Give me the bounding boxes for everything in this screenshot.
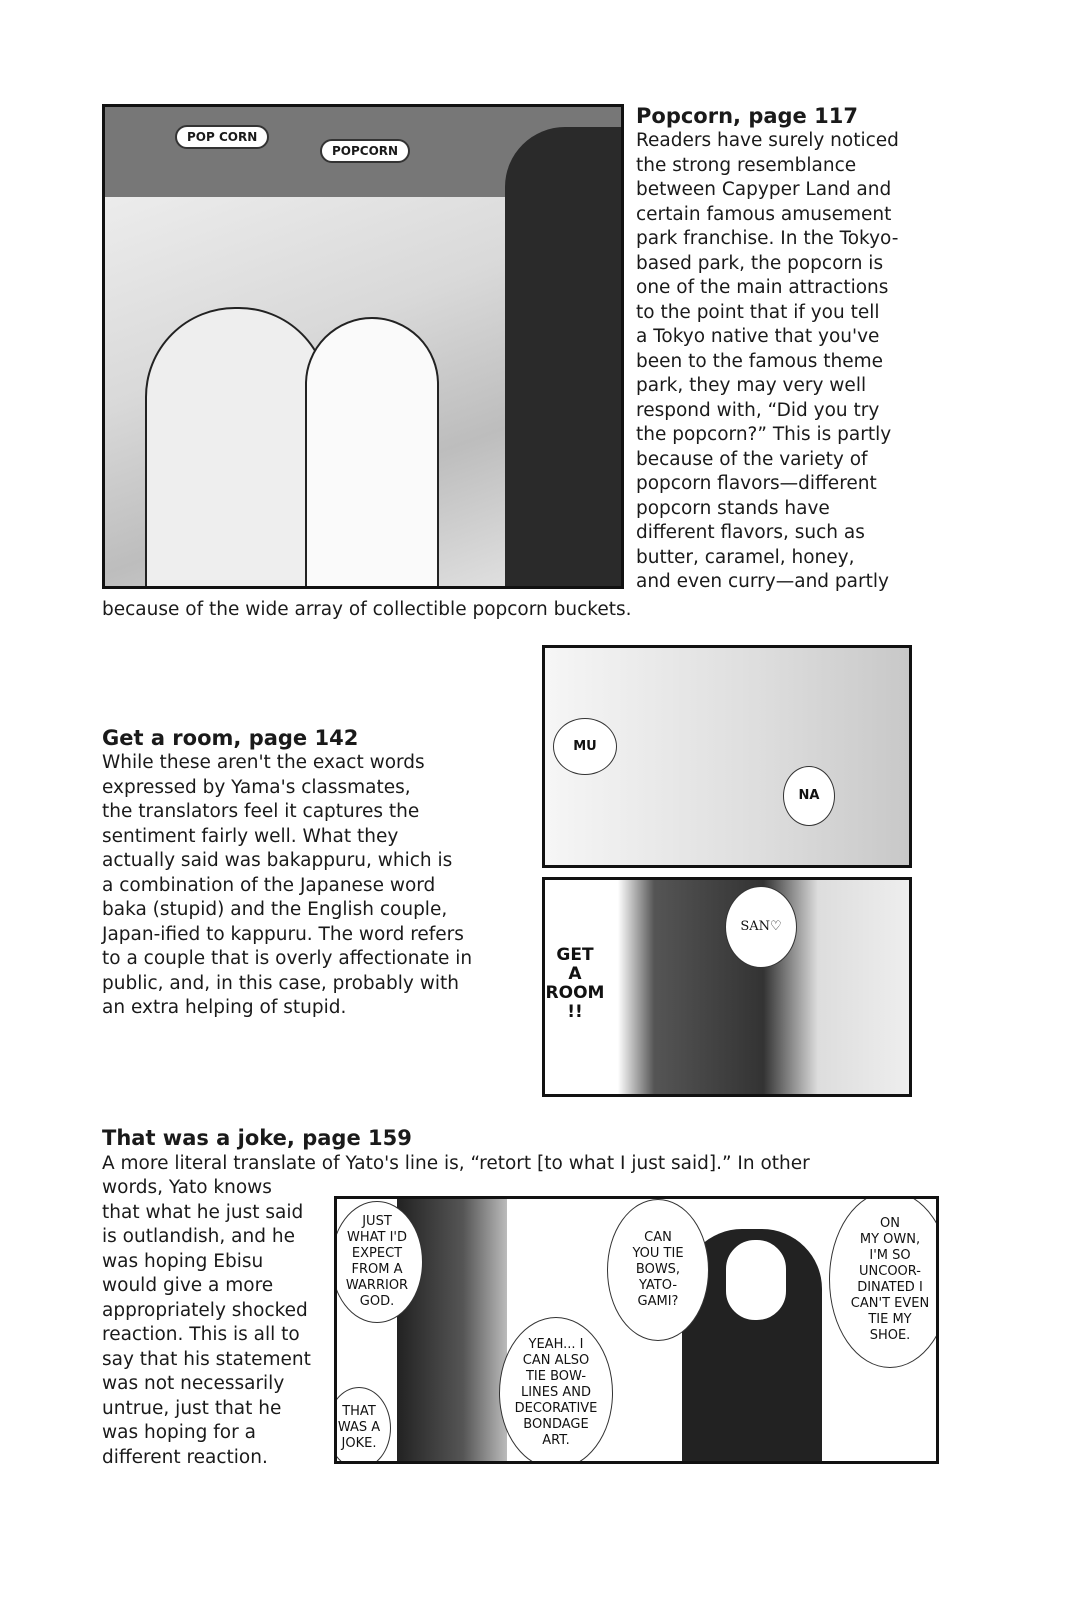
text-line: certain famous amusement	[636, 203, 892, 225]
get-a-room-sfx: GET A ROOM !!	[545, 945, 605, 1022]
text-line: actually said was bakappuru, which is	[102, 850, 453, 871]
text-line: was not necessarily	[102, 1373, 285, 1394]
speech-bubble: JUST WHAT I'D EXPECT FROM A WARRIOR GOD.	[334, 1201, 423, 1323]
note-body-full-line	[102, 598, 631, 623]
get-a-room-panel-top	[542, 645, 912, 868]
speech-bubble: SAN♡	[725, 886, 797, 968]
text-line: public, and, in this case, probably with	[102, 972, 459, 994]
text-line: would give a more	[102, 1275, 274, 1296]
popcorn-manga-panel	[102, 104, 624, 589]
text-line: While these aren't the exact words	[102, 752, 425, 773]
text-line: popcorn stands have	[636, 497, 830, 519]
text-line: a combination of the Japanese word	[102, 874, 436, 896]
note-body	[102, 751, 472, 1021]
text-line: appropriately shocked	[102, 1299, 308, 1321]
character-art	[505, 127, 624, 589]
text-line: A more literal translate of Yato's line is, “retort [to what I just said].” In other	[102, 1153, 810, 1174]
popcorn-sign: POP CORN	[175, 125, 269, 149]
that-was-a-joke-panel	[334, 1196, 939, 1464]
text-line: park, they may very well	[636, 375, 867, 396]
text-line: Japan-ified to kappuru. The word refers	[102, 923, 464, 945]
speech-bubble: THAT WAS A JOKE.	[334, 1387, 391, 1464]
text-line: based park, the popcorn is	[636, 252, 884, 274]
text-line: untrue, just that he	[102, 1397, 282, 1419]
text-line: an extra helping of stupid.	[102, 997, 347, 1018]
text-line: to a couple that is overly affectionate in	[102, 948, 473, 969]
note-heading: Get a room, page 142	[102, 726, 359, 750]
get-a-room-panel-bottom	[542, 877, 912, 1097]
text-line: is outlandish, and he	[102, 1226, 295, 1247]
character-art	[145, 307, 329, 589]
text-line: respond with, “Did you try	[636, 399, 880, 421]
character-art	[305, 317, 439, 589]
ebisu-face-art	[725, 1239, 787, 1321]
speech-bubble: YEAH... I CAN ALSO TIE BOW- LINES AND DECORATIVE BONDAGE ART.	[499, 1317, 613, 1464]
text-line: one of the main attractions	[636, 277, 889, 298]
text-line: words, Yato knows	[102, 1177, 272, 1198]
text-line: a Tokyo native that you've	[636, 326, 880, 347]
text-line: reaction. This is all to	[102, 1324, 300, 1345]
popcorn-sign: POPCORN	[320, 139, 410, 163]
text-line: between Capyper Land and	[636, 179, 892, 200]
text-line: different flavors, such as	[636, 522, 865, 543]
speech-bubble: CAN YOU TIE BOWS, YATO- GAMI?	[607, 1199, 709, 1341]
text-line: the strong resemblance	[636, 154, 857, 176]
text-line: that what he just said	[102, 1201, 304, 1223]
text-line: been to the famous theme	[636, 350, 884, 372]
speech-bubble: ON MY OWN, I'M SO UNCOOR- DINATED I CAN'T EVEN TIE MY SHOE.	[829, 1196, 939, 1368]
text-line: say that his statement	[102, 1348, 311, 1370]
text-line: because of the variety of	[636, 448, 868, 470]
text-line: different reaction.	[102, 1446, 268, 1468]
text-line: was hoping for a	[102, 1422, 256, 1443]
text-line: was hoping Ebisu	[102, 1250, 264, 1272]
text-line: and even curry—and partly	[636, 571, 889, 592]
text-line: the translators feel it captures the	[102, 801, 420, 822]
text-line: the popcorn?” This is partly	[636, 424, 892, 445]
text-line: to the point that if you tell	[636, 301, 880, 323]
note-heading: Popcorn, page 117	[636, 104, 858, 128]
text-line: sentiment fairly well. What they	[102, 825, 399, 847]
speech-bubble: MU	[553, 718, 617, 775]
note-body-full-line	[102, 1152, 810, 1177]
text-line: because of the wide array of collectible popcorn buckets.	[102, 599, 632, 620]
speech-bubble: NA	[783, 766, 835, 826]
note-heading: That was a joke, page 159	[102, 1126, 412, 1150]
text-line: popcorn flavors—different	[636, 473, 877, 494]
text-line: expressed by Yama's classmates,	[102, 776, 411, 798]
note-body	[102, 1176, 311, 1470]
text-line: baka (stupid) and the English couple,	[102, 899, 448, 920]
note-body	[636, 129, 899, 595]
text-line: park franchise. In the Tokyo-	[636, 228, 899, 249]
text-line: Readers have surely noticed	[636, 130, 899, 151]
text-line: butter, caramel, honey,	[636, 546, 855, 568]
